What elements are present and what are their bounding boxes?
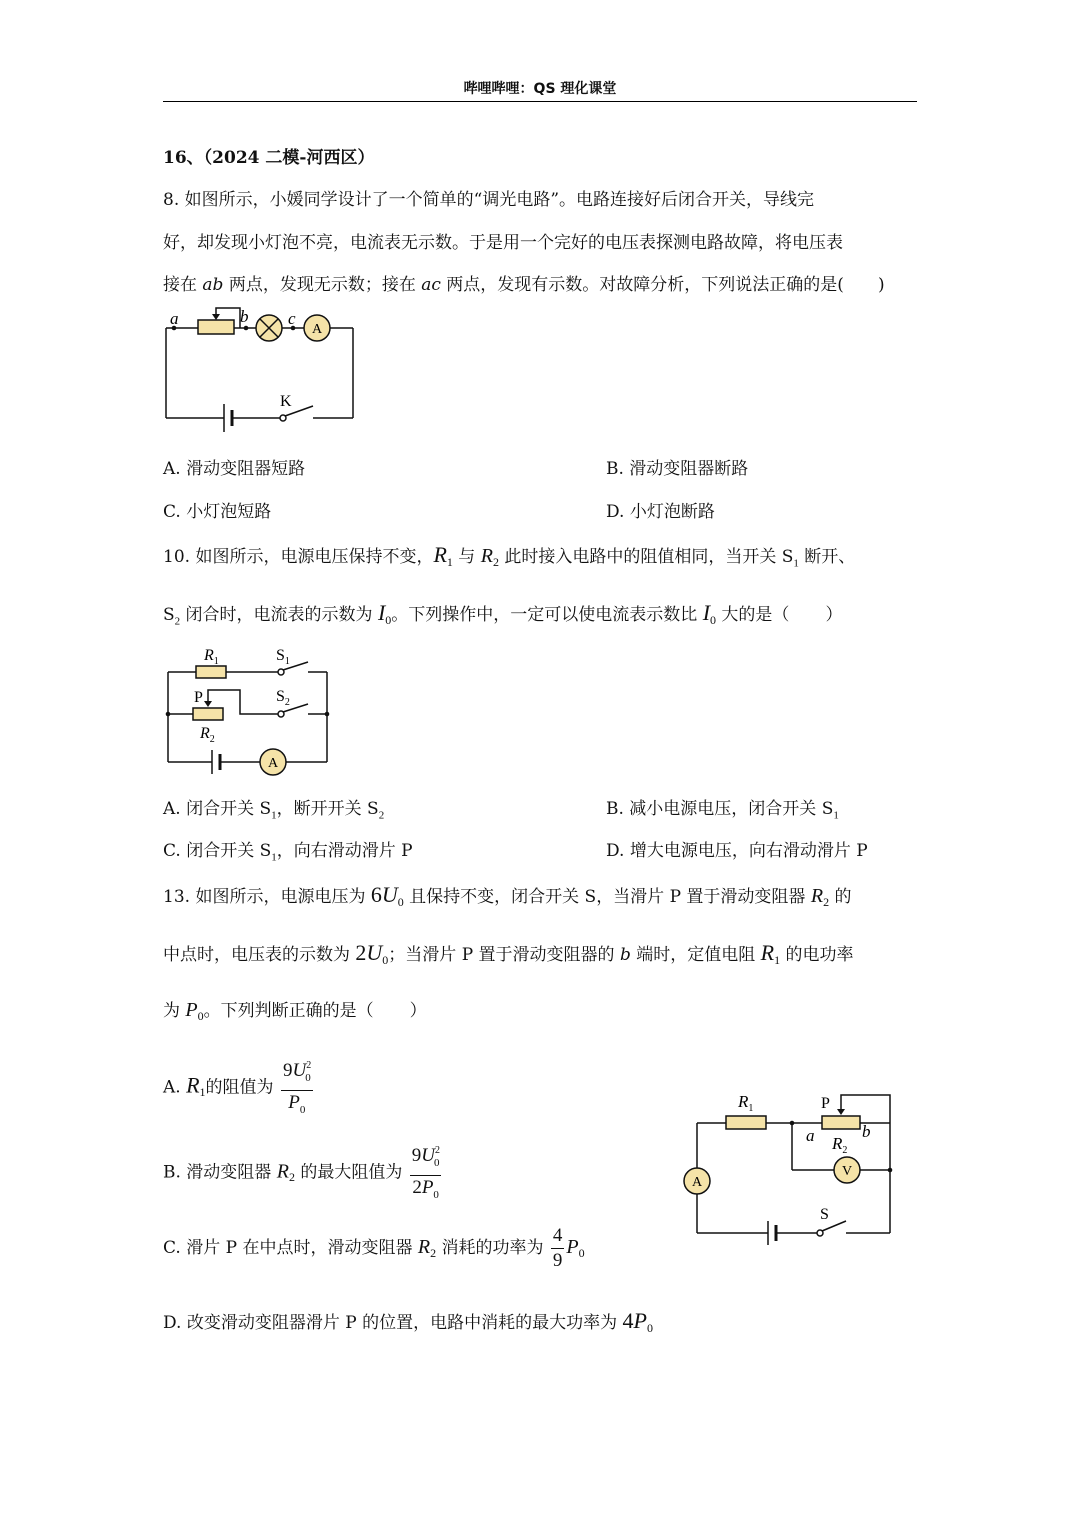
svg-text:R1: $R_1$ <box>738 1092 754 1114</box>
q8-option-a: A. 滑动变阻器短路 <box>163 459 306 479</box>
q13-option-b: B. 滑动变阻器 $R_2$ 的最大阻值为 $\frac{9U^2_0}{2P_0}$ <box>163 1140 443 1206</box>
q8-label-b: b <box>240 307 249 326</box>
header-divider <box>163 101 917 102</box>
q8-option-c: C. 小灯泡短路 <box>163 502 272 522</box>
q8-option-b: B. 滑动变阻器断路 <box>606 459 749 479</box>
svg-text:R1: $R_1$ <box>204 647 219 667</box>
rheostat-body <box>198 320 234 334</box>
page-header: 哔哩哔哩：QS 理化课堂 <box>463 81 617 97</box>
svg-text:b: b <box>862 1122 871 1141</box>
svg-text:R2: $R_2$ <box>832 1134 848 1156</box>
q13-option-d: D. 改变滑动变阻器滑片 P 的位置，电路中消耗的最大功率为 $4P_0$ <box>163 1308 653 1335</box>
svg-text:P: P <box>194 689 203 706</box>
q13-option-a: A. $R_1$的阻值为 $\frac{9U^2_0}{P_0}$ <box>163 1055 315 1121</box>
svg-text:P: P <box>821 1095 830 1112</box>
svg-text:S2: $S_2$ <box>276 688 290 708</box>
q8-label-a: a <box>170 309 179 328</box>
q13-line-1: 13. 如图所示，电源电压为 $6U_0$ 且保持不变，闭合开关 S，当滑片 P 置于滑动变阻器 $R_2$ 的 <box>163 882 852 909</box>
q8-line-1: 8. 如图所示，小媛同学设计了一个简单的“调光电路”。电路连接好后闭合开关，导线完 <box>163 190 815 210</box>
svg-text:V: V <box>841 1164 853 1179</box>
svg-text:R2: $R_2$ <box>200 725 215 745</box>
q8-line-2: 好，却发现小灯泡不亮，电流表无示数。于是用一个完好的电压表探测电路故障，将电压表 <box>163 233 843 253</box>
q10-option-a: A. 闭合开关 $S_1$，断开开关 $S_2$ <box>163 799 385 822</box>
svg-text:S1: $S_1$ <box>276 647 290 667</box>
q8-option-d: D. 小灯泡断路 <box>606 502 715 522</box>
q10-circuit-figure <box>160 640 340 780</box>
q13-option-c: C. 滑片 P 在中点时，滑动变阻器 $R_2$ 消耗的功率为 $\frac{4}{9}$ $P_0$ <box>163 1225 585 1271</box>
svg-text:A: A <box>691 1175 703 1190</box>
q10-option-d: D. 增大电源电压，向右滑动滑片 P <box>606 841 868 861</box>
q10-line-1: 10. 如图所示，电源电压保持不变，$R_1$ 与 $R_2$ 此时接入电路中的阻值相同，当开关 $S_1$ 断开、 <box>163 542 856 570</box>
q13-line-3: 为 $P_0$。下列判断正确的是（ ） <box>163 999 427 1023</box>
q8-switch-label: K <box>280 393 292 410</box>
q10-option-b: B. 减小电源电压，闭合开关 $S_1$ <box>606 799 839 822</box>
q8-line-3: 接在 ab 两点，发现无示数；接在 ac 两点，发现有示数。对故障分析，下列说法正确的是( ) <box>163 275 885 295</box>
q8-circuit-figure <box>160 300 370 440</box>
svg-text:a: a <box>806 1126 815 1145</box>
section-title: 16、（2024 二模-河西区） <box>163 148 375 168</box>
svg-text:S: S <box>820 1206 829 1223</box>
q13-line-2: 中点时，电压表的示数为 $2U_0$；当滑片 P 置于滑动变阻器的 b 端时，定值电阻 $R_1$ 的电功率 <box>163 940 854 967</box>
svg-text:A: A <box>267 756 279 771</box>
q8-ammeter-label: A <box>311 322 323 337</box>
q8-label-c: c <box>288 309 296 328</box>
q13-circuit-figure <box>680 1085 900 1245</box>
q10-option-c: C. 闭合开关 $S_1$，向右滑动滑片 P <box>163 841 413 864</box>
q10-line-2: $S_2$ 闭合时，电流表的示数为 $I_0$。下列操作中，一定可以使电流表示数比 $I_0$ 大的是（ ） <box>163 600 843 628</box>
